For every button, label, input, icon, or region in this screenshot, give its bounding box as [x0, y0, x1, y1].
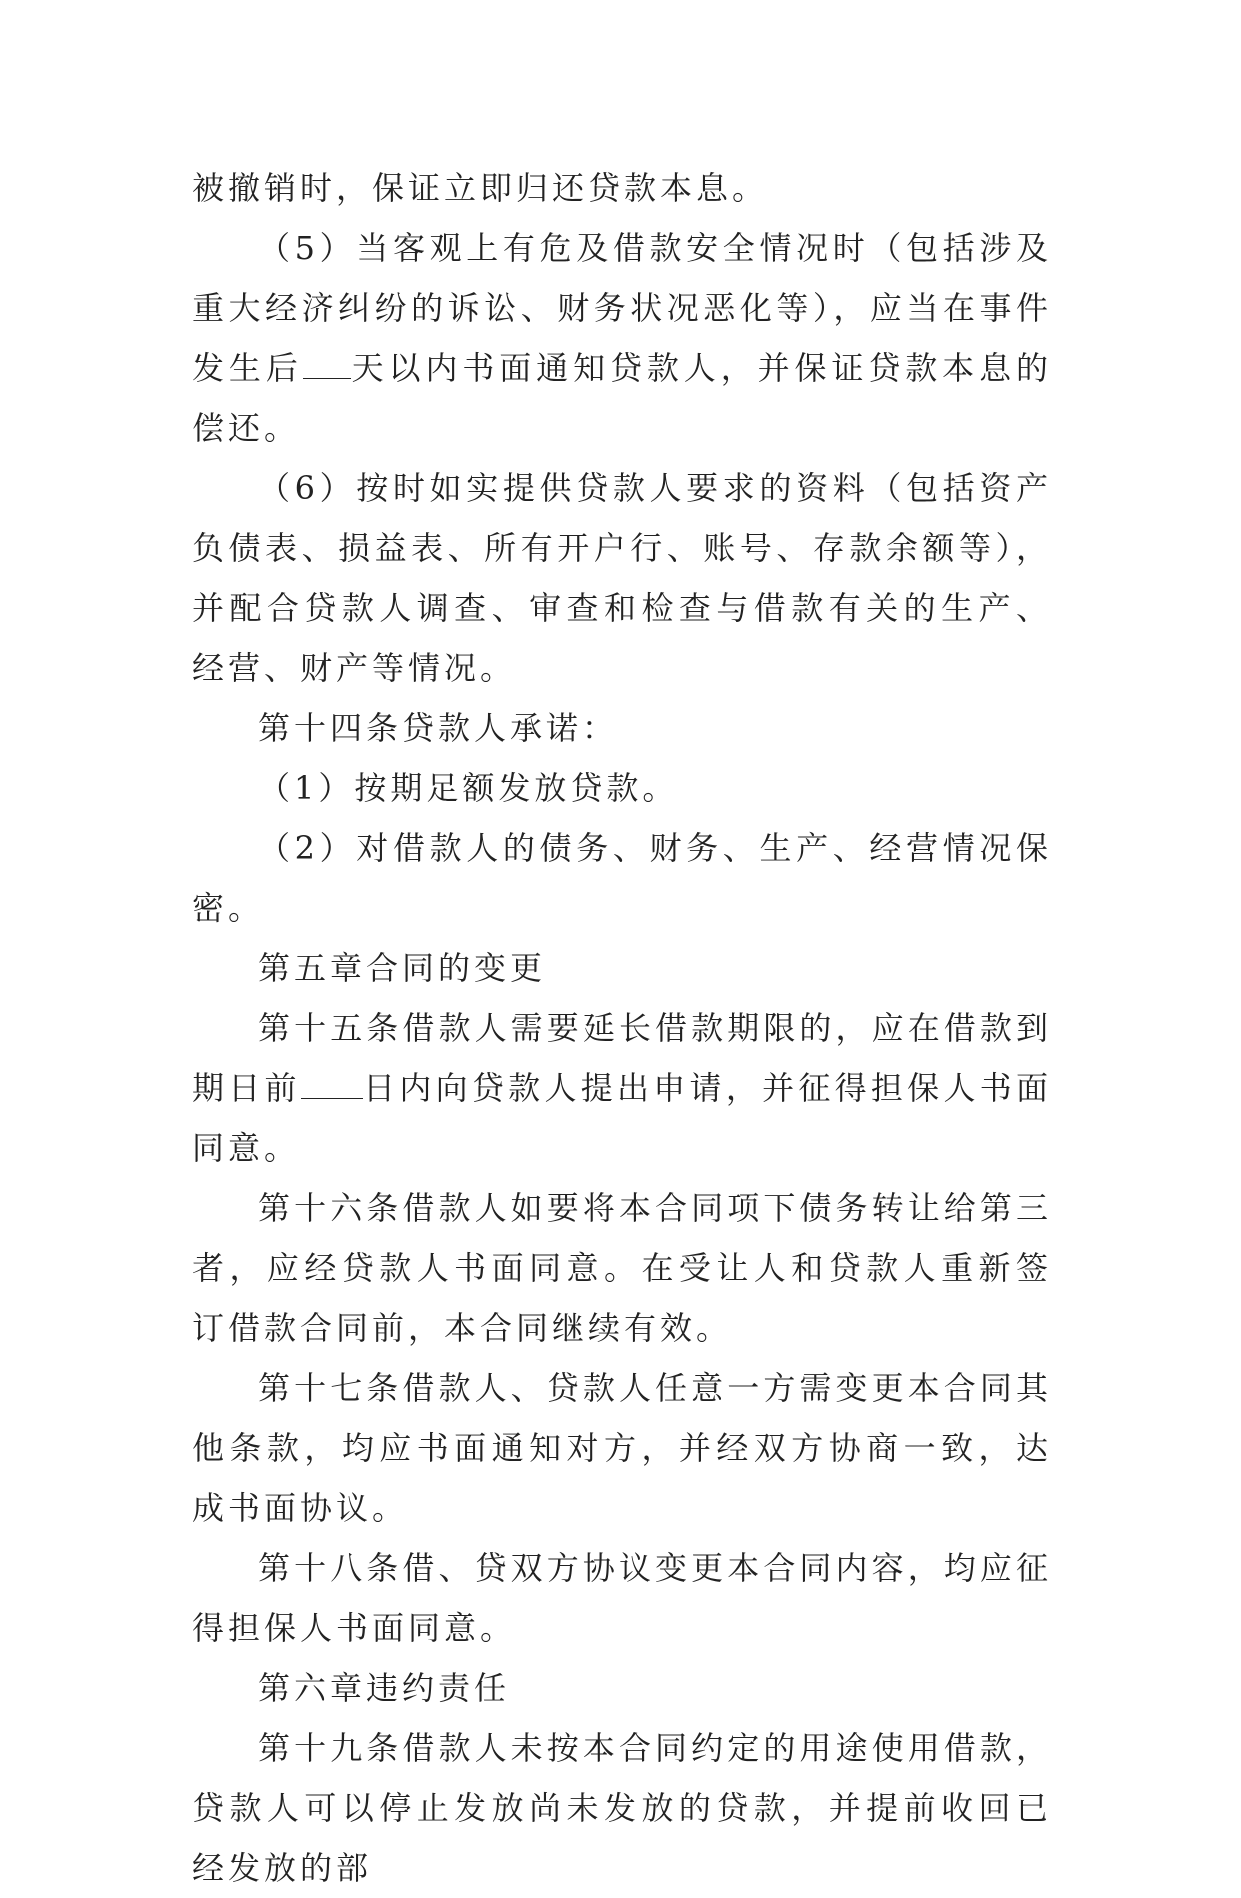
- article-15: [192, 998, 1052, 1178]
- chapter-6-heading: 第六章违约责任: [258, 1669, 511, 1707]
- paragraph-continuation: 被撤销时，保证立即归还贷款本息。: [192, 169, 769, 207]
- article-14-item-1: （1）按期足额发放贷款。: [258, 769, 679, 807]
- article-15-text-end: 日内向贷款人提出申请，并征得担保人书面同意。: [192, 1069, 1052, 1167]
- clause-5-text-end: 天以内书面通知贷款人，并保证贷款本息的偿还。: [192, 349, 1052, 447]
- clause-6: （6）按时如实提供贷款人要求的资料（包括资产负债表、损益表、所有开户行、账号、存款余额等），并配合贷款人调查、审查和检查与借款有关的生产、经营、财产等情况。: [192, 469, 1052, 687]
- article-14-heading: 第十四条贷款人承诺：: [258, 709, 619, 747]
- chapter-5-heading: 第五章合同的变更: [258, 949, 547, 987]
- article-18: 第十八条借、贷双方协议变更本合同内容，均应征得担保人书面同意。: [192, 1549, 1052, 1647]
- article-16: 第十六条借款人如要将本合同项下债务转让给第三者，应经贷款人书面同意。在受让人和贷款人重新签订借款合同前，本合同继续有效。: [192, 1189, 1052, 1347]
- clause-5: [192, 218, 1052, 458]
- days-blank: [301, 1068, 363, 1099]
- clause-5-text-start: （5）当客观上有危及借款安全情况时（包括涉及重大经济纠纷的诉讼、财务状况恶化等），应当在事件发生后: [192, 229, 1052, 387]
- article-15-text-start: 第十五条借款人需要延长借款期限的，应在借款到期日前: [192, 1009, 1052, 1107]
- days-blank: [303, 348, 351, 379]
- article-19: 第十九条借款人未按本合同约定的用途使用借款，贷款人可以停止发放尚未发放的贷款，并提前收回已经发放的部: [192, 1729, 1052, 1887]
- article-17: 第十七条借款人、贷款人任意一方需变更本合同其他条款，均应书面通知对方，并经双方协商一致，达成书面协议。: [192, 1369, 1052, 1527]
- contract-body: [192, 158, 1052, 1898]
- article-14-item-2: （2）对借款人的债务、财务、生产、经营情况保密。: [192, 829, 1052, 927]
